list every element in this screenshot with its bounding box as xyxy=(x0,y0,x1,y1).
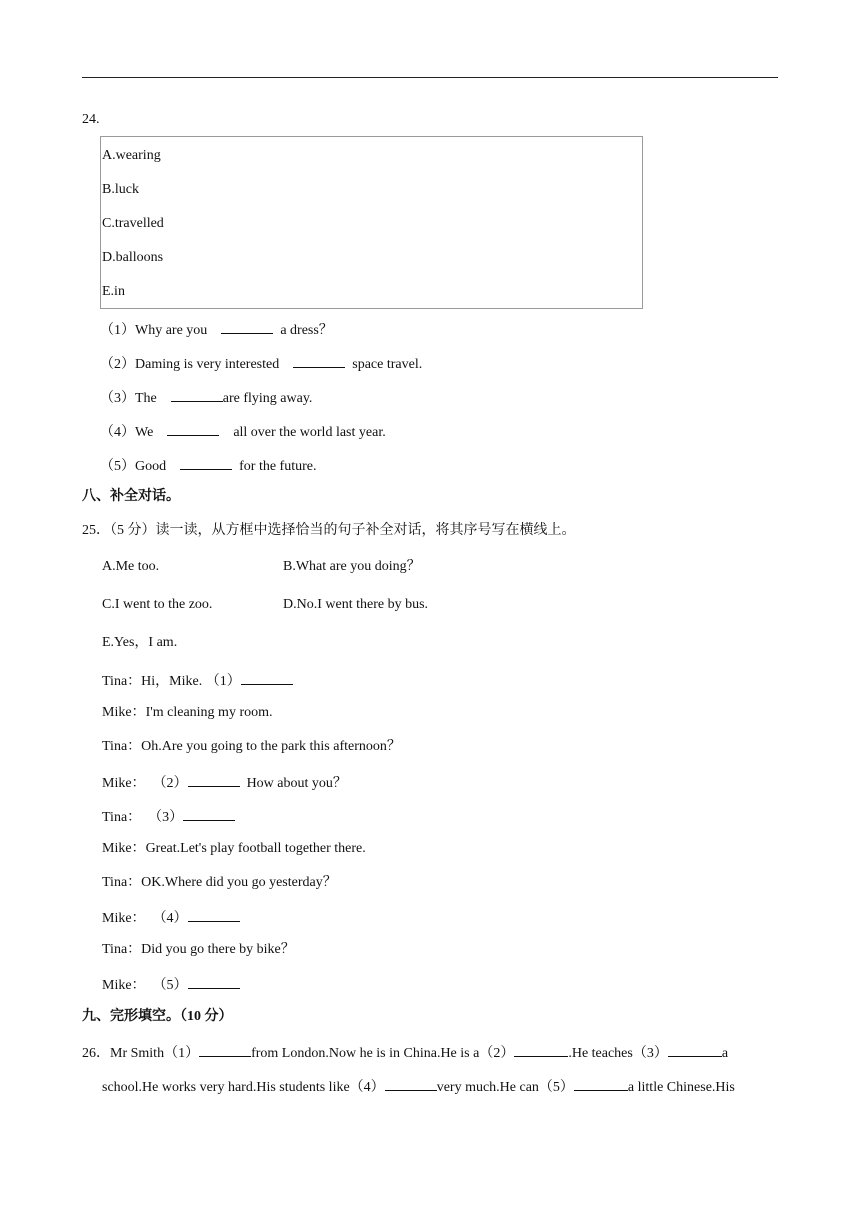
dialogue-line-3 xyxy=(102,738,401,756)
answer-blank[interactable] xyxy=(514,1042,568,1057)
speaker: Mike： xyxy=(102,776,146,791)
q24-item-number: （4） xyxy=(100,425,135,440)
answer-blank[interactable] xyxy=(171,387,223,402)
dialogue-line-10 xyxy=(102,974,240,995)
q25-option-a: A.Me too. xyxy=(102,559,160,574)
q24-item-text: a dress？ xyxy=(280,323,333,338)
dialogue-line-8 xyxy=(102,907,240,928)
answer-blank[interactable] xyxy=(199,1042,251,1057)
answer-blank[interactable] xyxy=(241,670,293,685)
q24-item-text: We xyxy=(135,425,154,440)
q24-option-d: D.balloons xyxy=(102,250,164,265)
dialogue-text: （2） xyxy=(149,776,188,791)
answer-blank[interactable] xyxy=(188,907,240,922)
q24-option-b: B.luck xyxy=(102,182,139,197)
q26-number: 26． xyxy=(82,1046,110,1061)
speaker: Tina： xyxy=(102,674,142,689)
q24-item-text: space travel. xyxy=(352,357,423,372)
q25-option-c: C.I went to the zoo. xyxy=(102,597,213,612)
dialogue-line-6 xyxy=(102,840,366,858)
q25-option-b: B.What are you doing？ xyxy=(283,559,421,574)
q24-item-5 xyxy=(100,455,316,476)
cloze-text: very much.He can（5） xyxy=(436,1080,574,1095)
speaker: Tina： xyxy=(102,942,142,957)
q25-header xyxy=(82,522,576,540)
speaker: Tina： xyxy=(102,810,142,825)
section-8-title: 八、补全对话。 xyxy=(82,489,180,504)
dialogue-text: Hi，Mike. （1） xyxy=(141,674,241,689)
answer-blank[interactable] xyxy=(188,772,240,787)
q24-item-1 xyxy=(100,319,333,340)
answer-blank[interactable] xyxy=(293,353,345,368)
dialogue-text: （4） xyxy=(149,911,188,926)
dialogue-line-2 xyxy=(102,704,273,722)
dialogue-text: OK.Where did you go yesterday？ xyxy=(141,875,337,890)
dialogue-text: （5） xyxy=(149,978,188,993)
q24-item-number: （2） xyxy=(100,357,135,372)
q24-item-text: for the future. xyxy=(239,459,317,474)
section-9-title: 九、完形填空。（10 分） xyxy=(82,1009,233,1024)
answer-blank[interactable] xyxy=(183,806,235,821)
q24-item-number: （3） xyxy=(100,391,135,406)
dialogue-line-4 xyxy=(102,772,347,793)
speaker: Mike： xyxy=(102,978,146,993)
q25-option-e: E.Yes，I am. xyxy=(102,635,178,650)
speaker: Tina： xyxy=(102,875,142,890)
q24-item-text: Why are you xyxy=(135,323,208,338)
q24-option-box xyxy=(100,136,643,309)
speaker: Mike： xyxy=(102,841,146,856)
answer-blank[interactable] xyxy=(180,455,232,470)
cloze-text: from London.Now he is in China.He is a（2） xyxy=(251,1046,515,1061)
cloze-text: school.He works very hard.His students like（4） xyxy=(102,1080,385,1095)
q24-item-4 xyxy=(100,421,386,442)
dialogue-line-5 xyxy=(102,806,235,827)
speaker: Mike： xyxy=(102,911,146,926)
answer-blank[interactable] xyxy=(167,421,219,436)
dialogue-text: I'm cleaning my room. xyxy=(145,705,273,720)
q24-item-3 xyxy=(100,387,312,408)
q26-line-2 xyxy=(102,1076,735,1097)
q24-item-2 xyxy=(100,353,422,374)
q24-item-text: are flying away. xyxy=(222,391,313,406)
q26-line-1 xyxy=(82,1042,728,1063)
answer-blank[interactable] xyxy=(385,1076,437,1091)
q24-item-text: Good xyxy=(135,459,167,474)
answer-blank[interactable] xyxy=(221,319,273,334)
dialogue-text: Great.Let's play football together there. xyxy=(145,841,366,856)
q24-item-text: all over the world last year. xyxy=(233,425,386,440)
q25-number: 25． xyxy=(82,523,110,538)
answer-blank[interactable] xyxy=(188,974,240,989)
speaker: Mike： xyxy=(102,705,146,720)
answer-blank[interactable] xyxy=(668,1042,722,1057)
speaker: Tina： xyxy=(102,739,142,754)
cloze-text: a little Chinese.His xyxy=(627,1080,735,1095)
q25-option-d: D.No.I went there by bus. xyxy=(283,597,429,612)
q24-item-number: （5） xyxy=(100,459,135,474)
dialogue-line-1 xyxy=(102,670,293,691)
q24-number: 24. xyxy=(82,112,100,127)
q24-option-a: A.wearing xyxy=(102,148,161,163)
q25-instruction: （5 分）读一读，从方框中选择恰当的句子补全对话，将其序号写在横线上。 xyxy=(110,523,576,538)
dialogue-line-7 xyxy=(102,874,337,892)
dialogue-text: （3） xyxy=(144,810,184,825)
q24-item-text: Daming is very interested xyxy=(135,357,280,372)
dialogue-text: Oh.Are you going to the park this afternoon？ xyxy=(141,739,401,754)
answer-blank[interactable] xyxy=(574,1076,628,1091)
cloze-text: a xyxy=(721,1046,729,1061)
cloze-text: Mr Smith（1） xyxy=(110,1046,200,1061)
q24-option-c: C.travelled xyxy=(102,216,164,231)
dialogue-line-9 xyxy=(102,941,295,959)
header-rule xyxy=(82,77,778,78)
q24-item-number: （1） xyxy=(100,323,135,338)
q24-item-text: The xyxy=(135,391,157,406)
cloze-text: .He teaches（3） xyxy=(568,1046,668,1061)
dialogue-text: How about you？ xyxy=(243,776,347,791)
q24-option-e: E.in xyxy=(102,284,125,299)
dialogue-text: Did you go there by bike？ xyxy=(141,942,295,957)
